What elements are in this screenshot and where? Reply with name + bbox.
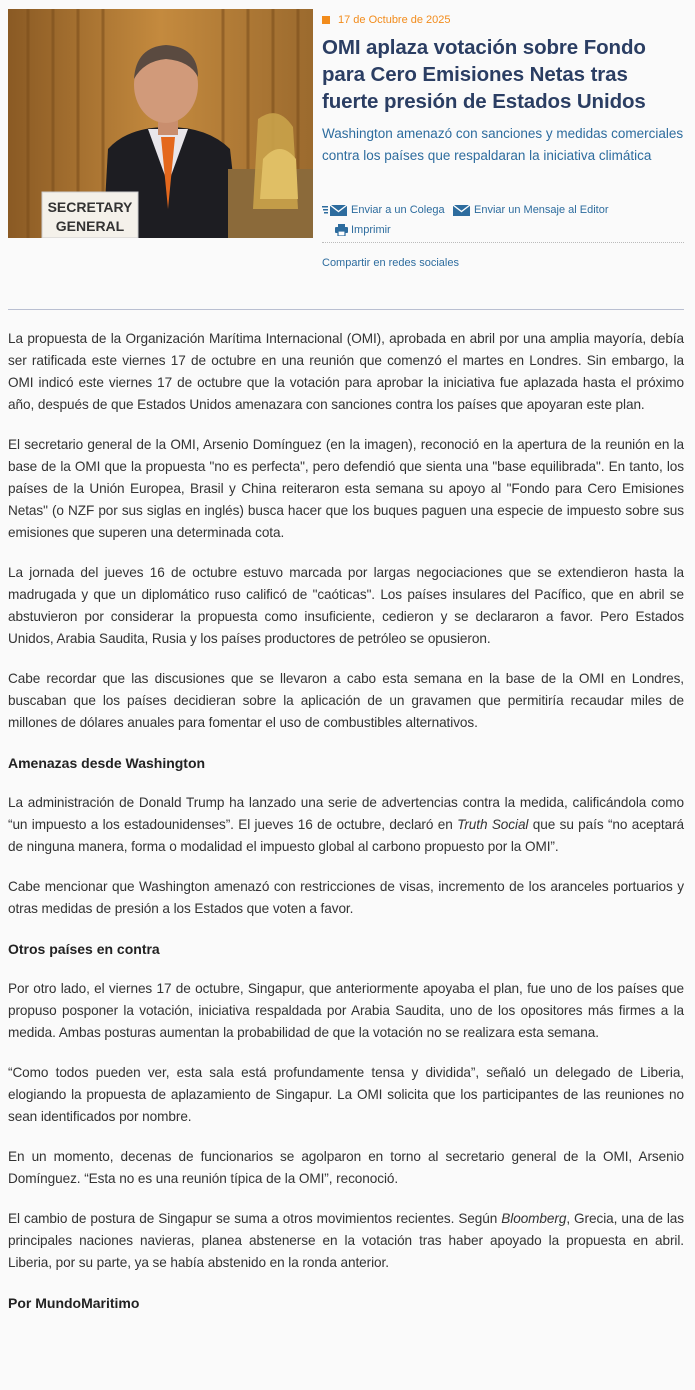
placard-line-2: GENERAL (55, 218, 125, 234)
paragraph: El secretario general de la OMI, Arsenio Domínguez (en la imagen), reconoció en la apertura de la reunión en la base de la OMI que la propuesta "no es perfecta", pero defendió que sienta una "base equilibrada". En tanto, los países de la Unión Europea, Brasil y China reiteraron esta semana su apoyo al "Fondo para Cero Emisiones Netas" (o NZF por sus siglas en inglés) busca hacer que los buques paguen una especie de impuesto sobre sus emisiones que superen una determinada cota. (8, 437, 684, 540)
send-to-colleague-label: Enviar a un Colega (351, 204, 445, 216)
paragraph: La jornada del jueves 16 de octubre estuvo marcada por largas negociaciones que se extendieron hasta la madrugada y que un diplomático ruso calificó de "caóticas". Los países insulares del Pacífico, que en abril se abstuvieron por considerar la propuesta como insuficiente, cedieron y se declararon a favor. Pero Estados Unidos, Arabia Saudita, Rusia y los países productores de petróleo se opusieron. (8, 565, 684, 646)
send-to-colleague-link[interactable] (322, 204, 445, 216)
placard-line-1: SECRETARY (47, 199, 133, 215)
article-header (0, 0, 695, 300)
article-subtitle: Washington amenazó con sanciones y medidas comerciales contra los países que respaldaran la iniciativa climática (322, 126, 684, 163)
paragraph: Cabe recordar que las discusiones que se llevaron a cabo esta semana en la base de la OMI en Londres, buscaban que los países decidieran sobre la aplicación de un gravamen que permitiría recaudar miles de millones de dólares anuales para fomentar el uso de combustibles alternativos. (8, 671, 684, 730)
section-heading: Otros países en contra (8, 941, 160, 957)
date-row (322, 12, 684, 28)
share-social-link[interactable]: Compartir en redes sociales (322, 257, 459, 269)
paragraph: La propuesta de la Organización Marítima Internacional (OMI), aprobada en abril por una amplia mayoría, debía ser ratificada este viernes 17 de octubre en una reunión que comenzó el martes en Londres. Sin embargo, la OMI indicó este viernes 17 de octubre que la votación para aprobar la iniciativa fue aplazada hasta el próximo año, después de que Estados Unidos amenazara con sanciones contra los países que apoyaran este plan. (8, 331, 684, 412)
article-title: OMI aplaza votación sobre Fondo para Cero Emisiones Netas tras fuerte presión de Estados Unidos (322, 36, 646, 113)
send-to-editor-label: Enviar un Mensaje al Editor (474, 204, 609, 216)
paragraph-text: , Grecia, una de las principales naciones navieras, planea abstenerse en la votación tras haber apoyado la propuesta en abril. Liberia, por su parte, ya se había abstenido en la ronda anterior. (8, 1211, 685, 1270)
article-actions (322, 202, 684, 243)
paragraph-text: El cambio de postura de Singapur se suma a otros movimientos recientes. Según (8, 1211, 502, 1226)
date-marker-icon (322, 16, 330, 24)
printer-icon (335, 224, 348, 236)
bloomberg-emphasis: Bloomberg (501, 1211, 567, 1226)
article-photo (8, 9, 313, 238)
byline: Por MundoMaritimo (8, 1295, 140, 1311)
article-meta (322, 12, 684, 167)
print-link[interactable] (335, 224, 391, 236)
paragraph-text: que su país “no aceptará de ninguna manera, forma o modalidad el impuesto global al carbono propuesto por la OMI”. (8, 817, 685, 854)
section-heading: Amenazas desde Washington (8, 755, 206, 771)
envelope-icon (453, 204, 471, 216)
article-date: 17 de Octubre de 2025 (338, 14, 451, 26)
paragraph: Cabe mencionar que Washington amenazó con restricciones de visas, incremento de los aranceles portuarios y otras medidas de presión a los Estados que voten a favor. (8, 879, 684, 916)
paragraph: En un momento, decenas de funcionarios se agolparon en torno al secretario general de la OMI, Arsenio Domínguez. “Esta no es una reunión típica de la OMI”, reconoció. (8, 1149, 684, 1186)
truth-social-emphasis: Truth Social (457, 817, 529, 832)
paragraph: “Como todos pueden ver, esta sala está profundamente tensa y dividida”, señaló un delegado de Liberia, elogiando la propuesta de aplazamiento de Singapur. La OMI solicita que los participantes de las reuniones no sean identificados por nombre. (8, 1065, 684, 1124)
send-to-editor-link[interactable] (453, 204, 609, 216)
header-divider (8, 309, 684, 310)
article-body (8, 328, 684, 1332)
paragraph (8, 792, 684, 858)
paragraph: Por otro lado, el viernes 17 de octubre, Singapur, que anteriormente apoyaba el plan, fue uno de los países que propuso posponer la votación, iniciativa respaldada por Arabia Saudita, uno de los opositores más firmes a la medida. Ambas posturas aumentan la probabilidad de que la votación no se realizara esta semana. (8, 981, 684, 1040)
envelope-icon (322, 204, 348, 216)
print-label: Imprimir (351, 224, 391, 236)
paragraph (8, 1208, 684, 1274)
paragraph-text: La administración de Donald Trump ha lanzado una serie de advertencias contra la medida, calificándola como “un impuesto a los estadounidenses”. El jueves 16 de octubre, declaró en (8, 795, 684, 832)
